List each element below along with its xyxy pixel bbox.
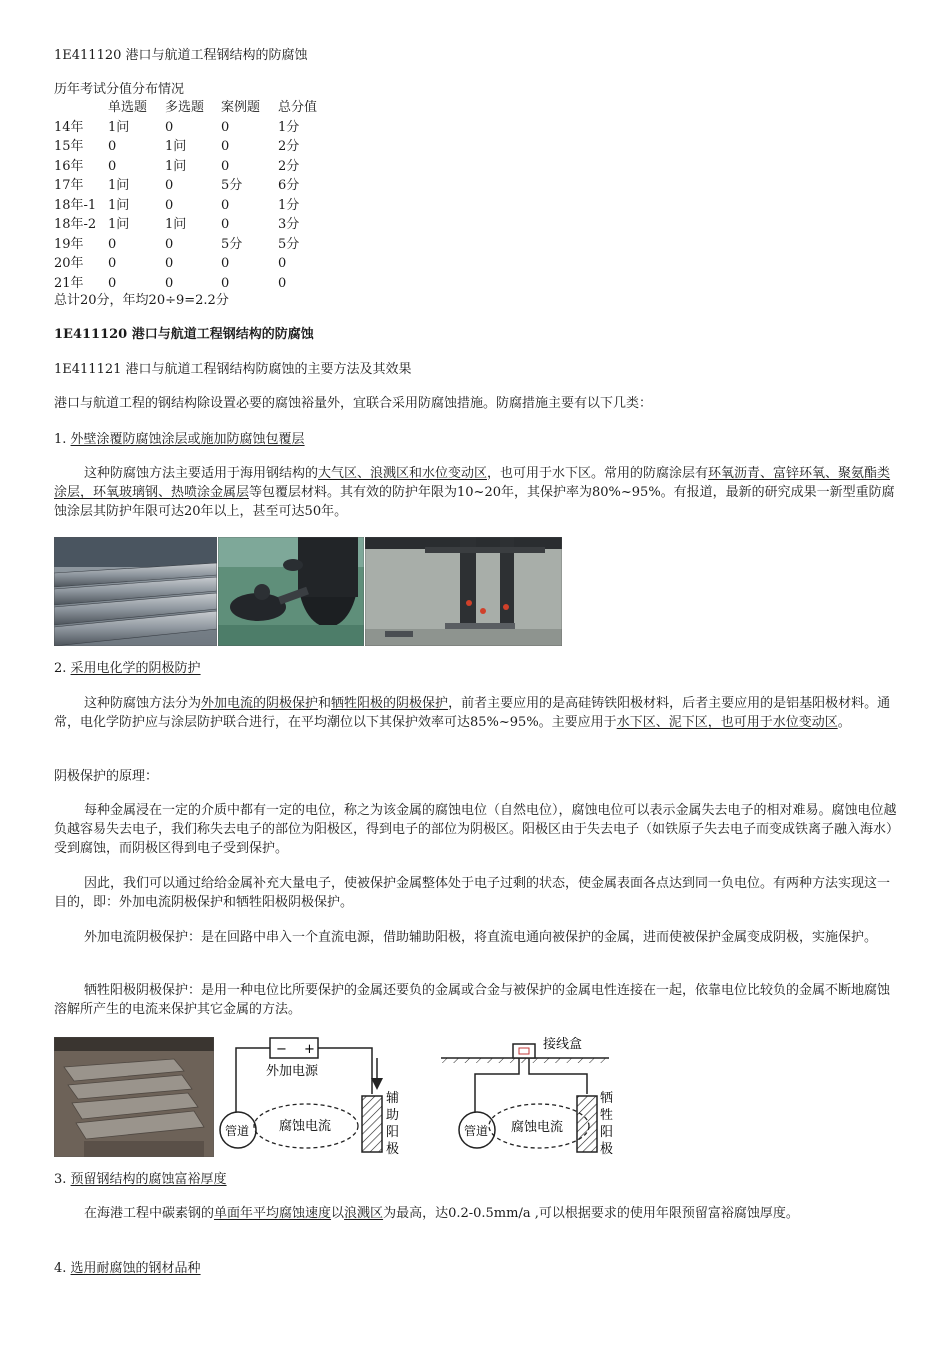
text-run: ，前者主要应用的是高硅铸铁阳极材料，后者主要应用的是铝基阳极材料。通常，电化学防护应与涂层防护联合进行，在平均潮位以下其保护效率可达85%~95%。主要应用于 [54,696,891,730]
method-1-heading [54,430,305,449]
auxiliary-anode-block [362,1096,382,1152]
table-cell: 6分 [278,178,300,193]
text-run-underlined: 浪溅区 [344,1206,384,1221]
anode-char: 助 [386,1108,400,1123]
table-cell: 18年-2 [54,217,97,232]
table-row [54,176,328,196]
table-row [54,254,328,274]
table-row [54,137,328,157]
text-run: 这种防腐蚀方法主要适用于海用钢结构的 [84,466,319,481]
table-header-cell: 案例题 [221,100,261,115]
table-cell: 18年-1 [54,197,97,213]
table-cell: 0 [278,256,287,271]
text-run: 在海港工程中碳素钢的 [84,1206,215,1221]
table-row [54,235,328,255]
coated-steel-pipes-photo [54,537,217,646]
text-run-underlined: 外加电流的阴极保护 [201,696,319,711]
method-title: 外壁涂覆防腐蚀涂层或施加防腐蚀包覆层 [70,432,305,447]
table-cell: 3分 [278,217,300,232]
table-cell: 0 [165,197,174,213]
table-cell: 0 [221,197,230,213]
text-run: 和 [318,696,332,711]
diver-coating-photo [218,537,364,646]
method-3-heading [54,1170,227,1189]
table-cell: 1分 [278,119,300,135]
text-run: 以 [331,1206,345,1221]
method-title: 选用耐腐蚀的钢材品种 [70,1261,201,1276]
method-1-paragraph [54,464,897,521]
table-cell: 0 [108,275,117,291]
table-cell: 0 [221,119,230,135]
table-row [54,157,328,177]
pier-structure-photo [365,537,562,646]
anode-char: 极 [386,1142,400,1157]
table-cell: 0 [165,178,174,193]
text-run: 这种防腐蚀方法分为 [84,696,202,711]
table-cell: 0 [165,119,174,135]
table-cell: 0 [165,275,174,291]
method-title: 采用电化学的阴极防护 [70,661,201,676]
table-cell: 0 [108,139,117,154]
table-row [54,196,328,216]
text-run: 等包覆层材料。其有效的防护年限为10~20年，其保护率为80%~95%。有报道，最新的研究成果一新型重防腐蚀涂层其防护年限可达20年以上，甚至可达50年。 [54,485,895,519]
method-number: 2. [54,661,71,676]
table-cell: 5分 [278,236,300,252]
method-number: 4. [54,1261,71,1276]
table-cell: 0 [108,236,117,252]
corrosion-current-label: 腐蚀电流 [511,1120,564,1135]
table-cell: 0 [221,139,230,154]
method-2-heading [54,659,201,678]
method-title: 预留钢结构的腐蚀富裕厚度 [70,1172,227,1187]
principle-paragraph-3: 外加电流阴极保护：是在回路中串入一个直流电源，借助辅助阳极，将直流电通向被保护的金属，进而使被保护金属变成阴极，实施保护。 [84,930,878,945]
table-cell: 14年 [54,119,84,135]
section-title: 1E411120 港口与航道工程钢结构的防腐蚀 [54,327,314,342]
text-run-underlined: 环氧沥青、富锌环氧、聚氨酯类涂层，环氧玻璃钢、热喷涂金属层 [54,466,891,500]
method-2-paragraph [54,694,897,732]
method-number: 1. [54,432,71,447]
distribution-title: 历年考试分值分布情况 [54,82,185,97]
top-heading: 1E411120 港口与航道工程钢结构的防腐蚀 [54,48,308,63]
table-header-cell: 单选题 [108,100,148,115]
text-run: ，也可用于水下区。常用的防腐涂层有 [487,466,709,481]
table-cell: 1问 [108,217,130,232]
table-header-cell [54,98,108,118]
method-number: 3. [54,1172,71,1187]
table-cell: 19年 [54,236,84,252]
table-row [54,215,328,235]
table-cell: 1问 [108,178,130,193]
table-cell: 1问 [165,217,187,232]
plus-label: + [304,1042,315,1057]
text-run-underlined: 牺牲阳极的阴极保护 [331,696,449,711]
table-cell: 1问 [165,139,187,154]
table-cell: 0 [165,256,174,271]
table-cell: 15年 [54,139,84,154]
table-cell: 1问 [165,158,187,174]
table-cell: 16年 [54,158,84,174]
sacrificial-anode-diagram [439,1032,619,1164]
table-cell: 5分 [221,178,243,193]
table-cell: 2分 [278,139,300,154]
score-distribution-table [54,98,328,293]
table-cell: 17年 [54,178,84,193]
anode-char: 牲 [600,1108,614,1123]
table-cell: 0 [278,275,287,291]
sacrificial-anode-block [577,1096,597,1152]
table-cell: 5分 [221,236,243,252]
table-header-cell: 总分值 [278,100,318,115]
anode-char: 辅 [386,1091,400,1106]
table-cell: 0 [108,256,117,271]
table-cell: 21年 [54,275,84,291]
table-cell: 1分 [278,197,300,213]
table-cell: 1问 [108,197,130,213]
corrosion-current-label: 腐蚀电流 [279,1119,332,1134]
distribution-total: 总计20分，年均20÷9=2.2分 [54,293,229,308]
anode-char: 牺 [600,1091,614,1106]
principle-title: 阴极保护的原理： [54,769,159,784]
table-cell: 0 [221,256,230,271]
intro-paragraph: 港口与航道工程的钢结构除设置必要的腐蚀裕量外，宜联合采用防腐蚀措施。防腐措施主要有以下几类： [54,396,653,411]
table-cell: 20年 [54,256,84,271]
table-row [54,118,328,138]
text-run: 为最高，达0.2-0.5mm/a ,可以根据要求的使用年限预留富裕腐蚀厚度。 [383,1206,799,1221]
text-run-underlined: 单面年平均腐蚀速度 [214,1206,332,1221]
table-cell: 0 [221,158,230,174]
subsection-title: 1E411121 港口与航道工程钢结构防腐蚀的主要方法及其效果 [54,362,412,377]
junction-box [513,1044,535,1058]
method-3-paragraph [54,1204,897,1223]
table-cell: 2分 [278,158,300,174]
text-run: 。 [837,715,851,730]
table-cell: 1问 [108,119,130,135]
power-source-label: 外加电源 [266,1064,319,1079]
table-cell: 0 [221,275,230,291]
principle-paragraph-4: 牺牲阳极阴极保护：是用一种电位比所要保护的金属还要负的金属或合金与被保护的金属电性连接在一起，依靠电位比较负的金属不断地腐蚀溶解所产生的电流来保护其它金属的方法。 [54,983,891,1017]
anode-char: 阳 [600,1125,614,1140]
pipe-label: 管道 [464,1124,489,1138]
pipe-label: 管道 [225,1124,250,1138]
principle-paragraph-1: 每种金属浸在一定的介质中都有一定的电位，称之为该金属的腐蚀电位（自然电位），腐蚀电位可以表示金属失去电子的相对难易。腐蚀电位越负越容易失去电子，我们称失去电子的部位为阳极区，得到电子的部位为阴极区。阳极区由于失去电子（如铁原子失去电子而变成铁离子融入海水）受到腐蚀，而阴极区得到电子受到保护。 [54,803,897,856]
sacrificial-anodes-photo [54,1037,214,1157]
table-cell: 0 [108,158,117,174]
anode-char: 极 [600,1142,614,1157]
text-run-underlined: 大气区、浪溅区和水位变动区 [318,466,488,481]
junction-box-label: 接线盒 [543,1037,583,1052]
table-cell: 0 [221,217,230,232]
table-header-cell: 多选题 [165,100,205,115]
text-run-underlined: 水下区、泥下区，也可用于水位变动区 [616,715,838,730]
table-cell: 0 [165,236,174,252]
principle-paragraph-2: 因此，我们可以通过给给金属补充大量电子，使被保护金属整体处于电子过剩的状态，使金属表面各点达到同一负电位。有两种方法实现这一目的，即：外加电流阴极保护和牺牲阳极阴极保护。 [54,876,891,910]
table-header-row [54,98,328,118]
anode-char: 阳 [386,1125,400,1140]
method-4-heading [54,1259,201,1278]
impressed-current-diagram [216,1034,410,1164]
minus-label: − [276,1042,287,1057]
